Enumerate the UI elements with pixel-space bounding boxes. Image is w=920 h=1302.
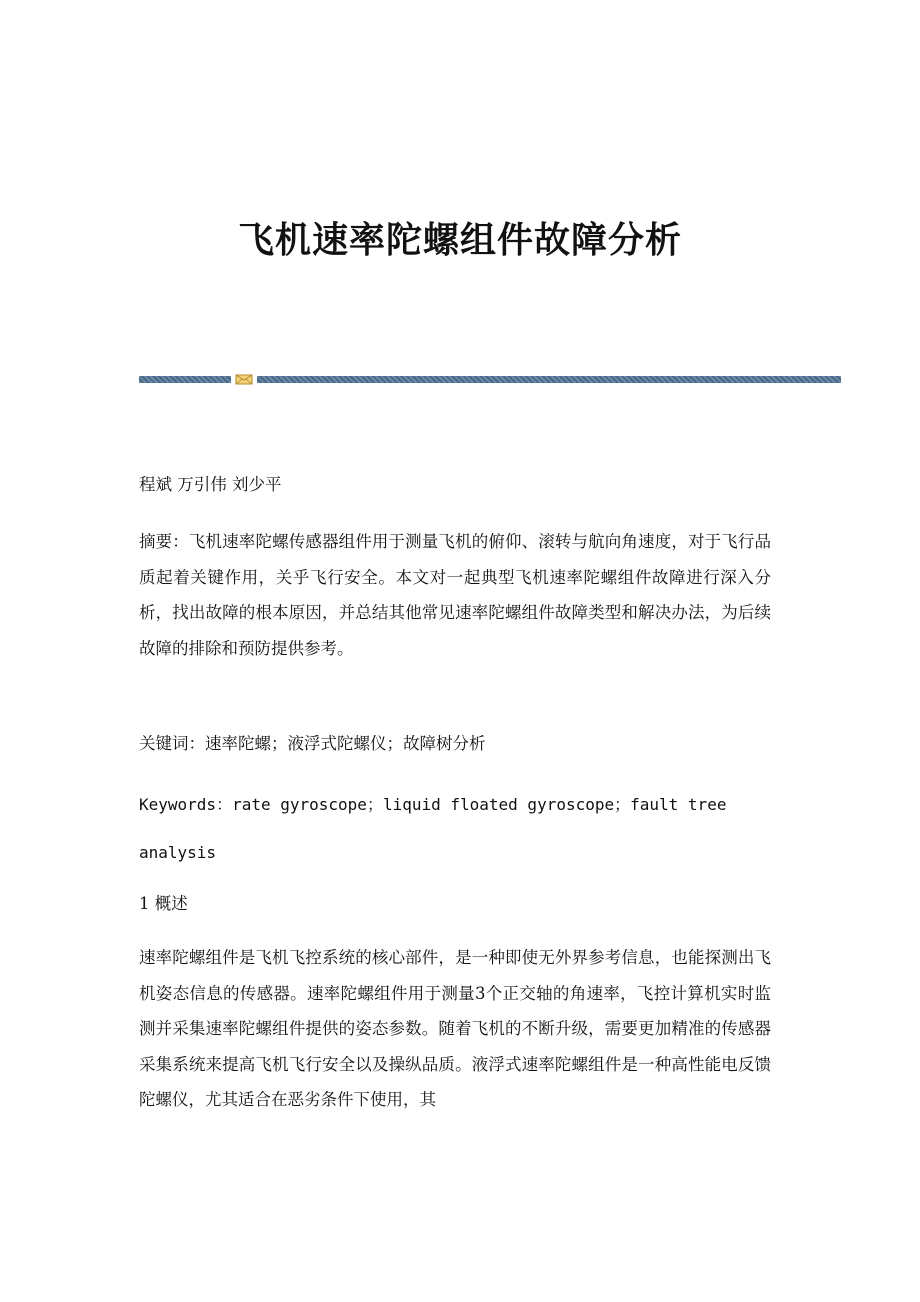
abstract	[139, 524, 771, 666]
abstract-text: 飞机速率陀螺传感器组件用于测量飞机的俯仰、滚转与航向角速度，对于飞行品质起着关键作用，关乎飞行安全。本文对一起典型飞机速率陀螺组件故障进行深入分析，找出故障的根本原因，并总结其他常见速率陀螺组件故障类型和解决办法，为后续故障的排除和预防提供参考。	[139, 532, 772, 658]
keywords-cn-text: 速率陀螺；液浮式陀螺仪；故障树分析	[205, 734, 486, 753]
keywords-english	[139, 781, 739, 877]
title-divider	[139, 374, 841, 384]
keywords-en-label: Keywords：	[139, 795, 233, 814]
section-body-paragraph: 速率陀螺组件是飞机飞控系统的核心部件，是一种即使无外界参考信息，也能探测出飞机姿态信息的传感器。速率陀螺组件用于测量3个正交轴的角速率，飞控计算机实时监测并采集速率陀螺组件提供的姿态参数。随着飞机的不断升级，需要更加精准的传感器采集系统来提高飞机飞行安全以及操纵品质。液浮式速率陀螺组件是一种高性能电反馈陀螺仪，尤其适合在恶劣条件下使用，其	[139, 948, 771, 1109]
section-heading: 1 概述	[139, 894, 188, 913]
document-title: 飞机速率陀螺组件故障分析	[237, 220, 682, 261]
keywords-chinese	[139, 726, 771, 762]
divider-ornament-icon	[235, 374, 253, 385]
divider-bar-right	[257, 376, 841, 383]
keywords-cn-label: 关键词：	[139, 734, 205, 753]
divider-bar-left	[139, 376, 231, 383]
abstract-label: 摘要：	[139, 532, 189, 551]
author-list: 程斌 万引伟 刘少平	[139, 475, 282, 494]
keywords-en-text: rate gyroscope；liquid floated gyroscope；fault tree analysis	[139, 795, 727, 862]
